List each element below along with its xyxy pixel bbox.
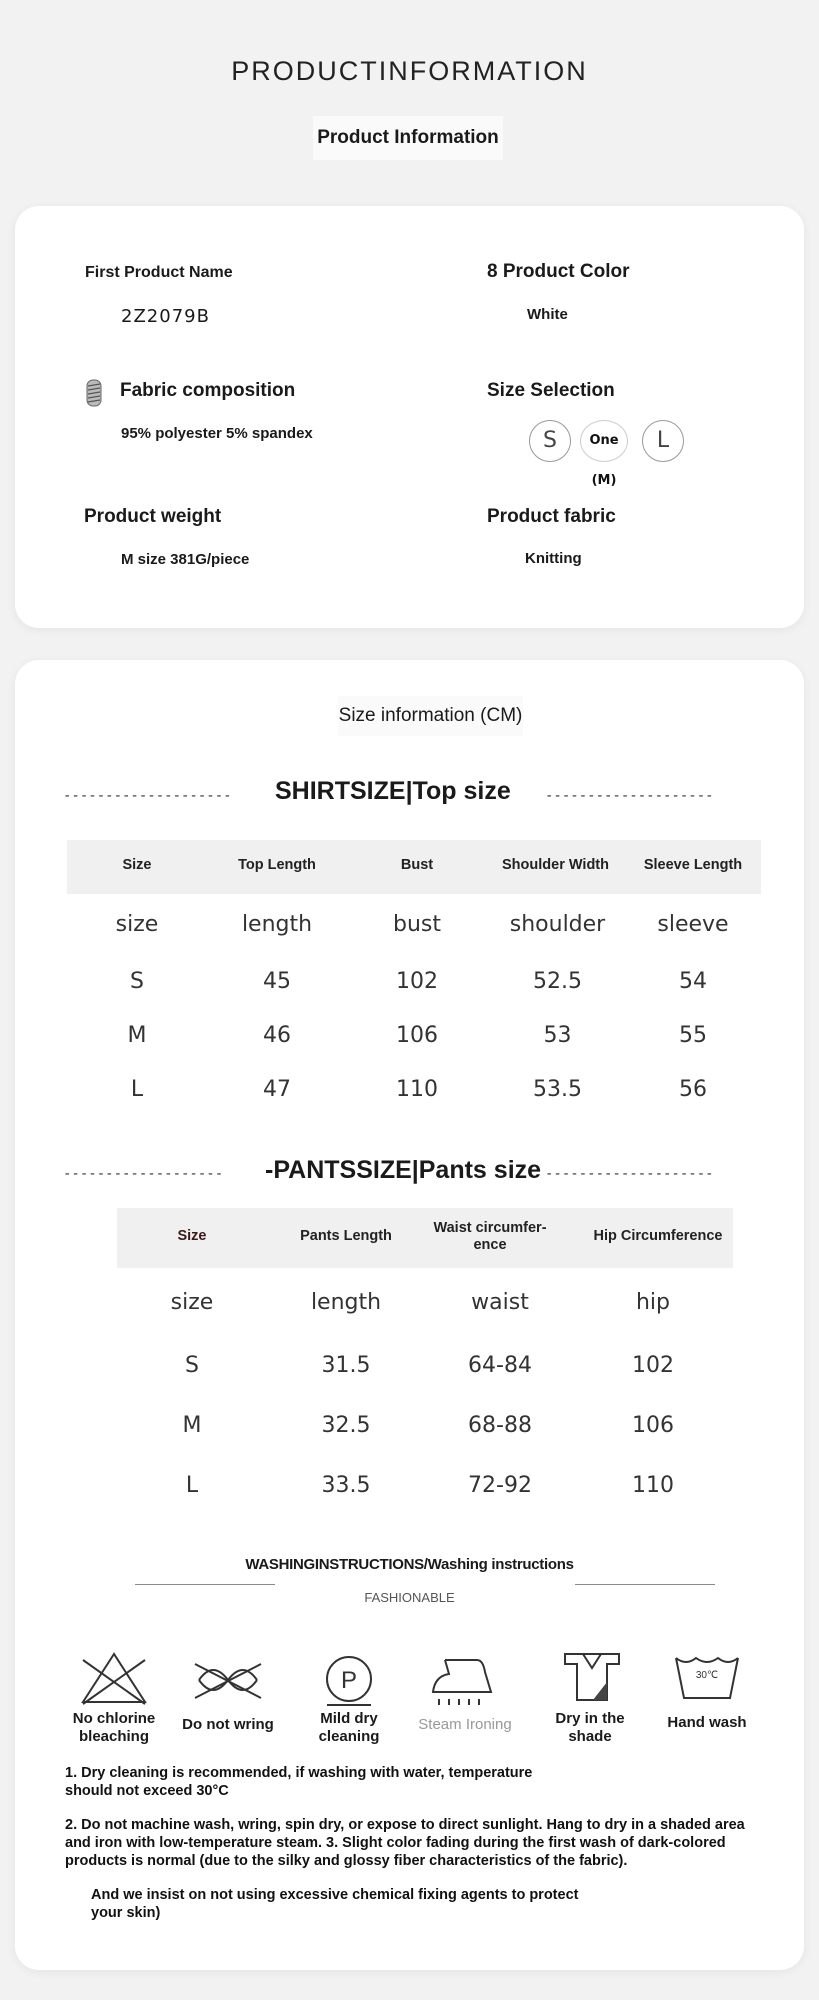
shirt-col-bust: Bust — [400, 857, 434, 873]
washing-title: WASHINGINSTRUCTIONS/Washing instructions — [245, 1556, 574, 1573]
table-cell: sleeve — [657, 912, 729, 937]
pants-col-hip: Hip Circumference — [593, 1228, 723, 1244]
table-cell: 56 — [679, 1077, 707, 1102]
table-cell: shoulder — [509, 912, 606, 937]
table-cell: 55 — [679, 1023, 707, 1048]
steam-iron-icon — [425, 1652, 499, 1708]
pants-col-length: Pants Length — [300, 1228, 392, 1244]
do-not-wring-icon — [191, 1654, 265, 1710]
size-info-title: Size information (CM) — [338, 696, 523, 736]
washing-subtitle: FASHIONABLE — [364, 1590, 455, 1605]
table-cell: 53.5 — [533, 1077, 582, 1102]
product-color-label: 8 Product Color — [487, 261, 630, 282]
table-cell: 106 — [396, 1023, 438, 1048]
shirt-size-title: SHIRTSIZE|Top size — [275, 777, 511, 805]
washing-note-3: And we insist on not using excessive chemical fixing agents to protect your skin) — [91, 1887, 579, 1921]
product-weight-value: M size 381G/piece — [121, 551, 250, 568]
do-not-wring-label: Do not wring — [182, 1716, 274, 1733]
mild-dry-clean-label: Mild dry cleaning — [318, 1710, 380, 1745]
table-cell: 72-92 — [468, 1473, 532, 1498]
steam-iron-label: Steam Ironing — [418, 1716, 512, 1733]
table-cell: 110 — [632, 1473, 674, 1498]
table-cell: 102 — [396, 969, 438, 994]
table-cell: 32.5 — [321, 1413, 371, 1438]
washing-divider-left — [135, 1584, 275, 1585]
dry-in-shade-icon — [555, 1648, 629, 1704]
table-cell: 53 — [543, 1023, 572, 1048]
fabric-composition-value: 95% polyester 5% spandex — [121, 425, 313, 442]
product-fabric-label: Product fabric — [487, 506, 616, 527]
hand-wash-label: Hand wash — [667, 1714, 747, 1731]
no-chlorine-bleach-label: No chlorine bleaching — [72, 1710, 156, 1745]
fabric-composition-label: Fabric composition — [120, 380, 296, 401]
size-option-m[interactable]: One (M) — [580, 420, 628, 462]
size-option-s[interactable]: S — [529, 420, 571, 462]
shirt-col-shoulder: Shoulder Width — [502, 857, 609, 873]
table-cell: 47 — [263, 1077, 291, 1102]
table-cell: size — [115, 912, 159, 937]
table-cell: bust — [393, 912, 441, 937]
mild-dry-clean-icon — [319, 1652, 393, 1708]
table-cell: length — [241, 912, 313, 937]
table-cell: hip — [635, 1290, 671, 1315]
no-chlorine-bleach-icon — [77, 1650, 151, 1706]
pants-col-size: Size — [177, 1228, 207, 1244]
thread-spool-icon — [85, 378, 103, 408]
table-cell: length — [310, 1290, 382, 1315]
table-cell: M — [127, 1023, 147, 1048]
product-name-value: 2Z2079B — [121, 306, 210, 327]
table-cell: 106 — [632, 1413, 674, 1438]
table-cell: 46 — [263, 1023, 291, 1048]
table-cell: 68-88 — [468, 1413, 532, 1438]
product-info-card — [15, 206, 804, 628]
product-color-value: White — [527, 306, 568, 323]
table-cell: S — [130, 969, 144, 994]
pants-dash-left: ------------------- — [63, 1166, 224, 1182]
table-cell: 31.5 — [321, 1353, 371, 1378]
dry-in-shade-label: Dry in the shade — [555, 1710, 625, 1745]
product-fabric-value: Knitting — [525, 550, 582, 567]
shirt-dash-left: -------------------- — [63, 788, 232, 804]
size-selection-label: Size Selection — [487, 380, 615, 401]
size-option-l[interactable]: L — [642, 420, 684, 462]
table-cell: 52.5 — [533, 969, 582, 994]
page-subtitle: Product Information — [313, 116, 503, 160]
table-cell: 54 — [679, 969, 707, 994]
page-title: PRODUCTINFORMATION — [231, 56, 588, 86]
washing-divider-right — [575, 1584, 715, 1585]
table-cell: 33.5 — [321, 1473, 371, 1498]
shirt-dash-right: -------------------- — [545, 788, 714, 804]
table-cell: 64-84 — [468, 1353, 532, 1378]
product-name-label: First Product Name — [85, 264, 233, 281]
table-cell: size — [170, 1290, 214, 1315]
table-cell: 102 — [632, 1353, 674, 1378]
product-weight-label: Product weight — [84, 506, 222, 527]
size-info-card — [15, 660, 804, 1970]
table-cell: M — [182, 1413, 202, 1438]
pants-col-waist: Waist circumfer- ence — [433, 1220, 547, 1253]
table-cell: L — [130, 1077, 144, 1102]
pants-dash-right: -------------------- — [545, 1166, 714, 1182]
pants-size-title: -PANTSSIZE|Pants size — [265, 1156, 542, 1184]
shirt-col-size: Size — [122, 857, 152, 873]
table-cell: waist — [471, 1290, 529, 1315]
table-cell: L — [185, 1473, 199, 1498]
shirt-col-top-length: Top Length — [238, 857, 316, 873]
washing-note-1: 1. Dry cleaning is recommended, if washing with water, temperature should not exceed 30°C — [65, 1765, 533, 1799]
table-cell: 45 — [263, 969, 291, 994]
table-cell: S — [185, 1353, 199, 1378]
shirt-col-sleeve: Sleeve Length — [643, 857, 743, 873]
svg-text:P: P — [340, 1667, 358, 1694]
washing-note-2: 2. Do not machine wash, wring, spin dry, or expose to direct sunlight. Hang to dry in a shaded area and iron with low-temperature steam. 3. Slight color fading during the first wash of dark-colored products is normal (due to the silky and glossy fiber characteristics of the fabric). — [65, 1817, 745, 1869]
table-cell: 110 — [396, 1077, 438, 1102]
hand-wash-temp: 30℃ — [695, 1670, 719, 1681]
